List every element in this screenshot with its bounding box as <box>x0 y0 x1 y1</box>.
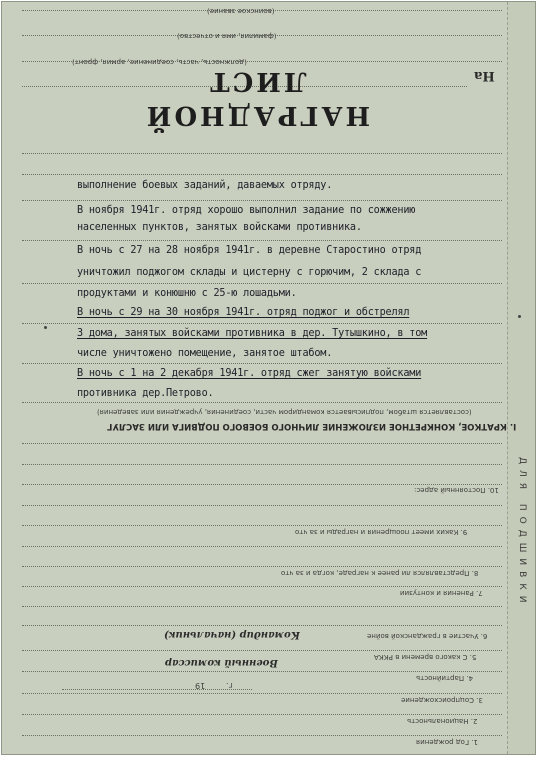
rule <box>22 200 502 201</box>
rule <box>22 566 502 567</box>
field-party: 4. Партийность <box>416 674 473 682</box>
name-caption: (фамилия, имя и отчество) <box>177 32 277 40</box>
field-awards: 9. Каких имеет поощрения и награды и за что <box>295 528 468 536</box>
section-heading: I. КРАТКОЕ, КОНКРЕТНОЕ ИЗЛОЖЕНИЕ ЛИЧНОГО БОЕВОГО ПОДВИГА ИЛИ ЗАСЛУГ <box>107 421 517 431</box>
rule <box>22 735 502 736</box>
na-label: На <box>474 68 495 83</box>
date-year: 19 <box>195 681 206 690</box>
rule <box>22 323 502 324</box>
field-civil-war: 6. Участие в гражданской войне <box>367 632 488 640</box>
typed-line: уничтожил поджогом склады и цистерну с горючим, 2 склада с <box>77 267 422 278</box>
typed-line: населенных пунктов, занятых войсками противника. <box>77 222 362 233</box>
typed-line: противника дер.Петрово. <box>77 388 214 399</box>
rule <box>22 693 502 694</box>
field-birth-year: 1. Год рождения <box>416 738 479 746</box>
section-caption: (составляется штабом, подписывается командиром части, соединения, учреждения или заведения) <box>97 408 472 416</box>
typed-line: числе уничтожено помещение, занятое штабом. <box>77 348 333 359</box>
rule <box>22 586 502 587</box>
typed-line: В ночь с 1 на 2 декабря 1941г. отряд сжег занятую войсками <box>77 368 422 379</box>
rule <box>22 464 502 465</box>
rule <box>22 283 502 284</box>
rule <box>22 363 502 364</box>
rule <box>22 546 502 547</box>
field-previous-nominations: 8. Представлялся ли ранее к награде, когда и за что <box>281 569 479 577</box>
field-rkka-since: 5. С какого времени в РККА <box>374 653 477 661</box>
ink-mark <box>44 326 47 329</box>
rule <box>22 240 502 241</box>
field-nationality: 2. Национальность <box>407 717 478 725</box>
date-rule <box>62 689 252 690</box>
field-social-origin: 3. Соцпроисхождение <box>401 696 483 704</box>
rule <box>22 714 502 715</box>
rule <box>22 174 502 175</box>
rule <box>22 402 502 403</box>
rule <box>22 650 502 651</box>
rule <box>22 625 502 626</box>
binding-label: ДЛЯ ПОДШИВКИ <box>517 457 527 609</box>
field-address: 10. Постоянный адрес: <box>414 486 499 494</box>
typed-line: В ночь с 27 на 28 ноября 1941г. в деревне Старостино отряд <box>77 245 422 256</box>
typed-line: В ночь с 29 на 30 ноября 1941г. отряд поджог и обстрелял <box>77 307 410 318</box>
award-sheet <box>1 1 536 755</box>
typed-line: продуктами и конюшню с 25-ю лошадьми. <box>77 288 297 299</box>
rule <box>22 505 502 506</box>
ink-mark <box>518 315 521 318</box>
rule <box>22 606 502 607</box>
rule <box>22 671 502 672</box>
rule <box>22 484 502 485</box>
rule <box>22 443 502 444</box>
typed-line: 3 дома, занятых войсками противника в дер. Тутышкино, в том <box>77 328 428 339</box>
post-caption: (должность, часть, соединение, армия, фронт) <box>72 58 247 66</box>
typed-line: выполнение боевых заданий, даваемых отряду. <box>77 180 333 191</box>
rule <box>22 153 502 154</box>
field-wounds: 7. Ранения и контузии <box>400 589 483 597</box>
commissar-signature-label: Военный комиссар <box>165 657 278 668</box>
date-suffix: г. <box>226 681 233 690</box>
rule <box>22 525 502 526</box>
rank-caption: (воинское звание) <box>207 7 275 15</box>
commander-signature-label: Командир (начальник) <box>164 629 300 640</box>
typed-line: В ноября 1941г. отряд хорошо выполнил задание по сожжению <box>77 205 416 216</box>
document-title: НАГРАДНОЙ ЛИСТ <box>143 66 371 130</box>
